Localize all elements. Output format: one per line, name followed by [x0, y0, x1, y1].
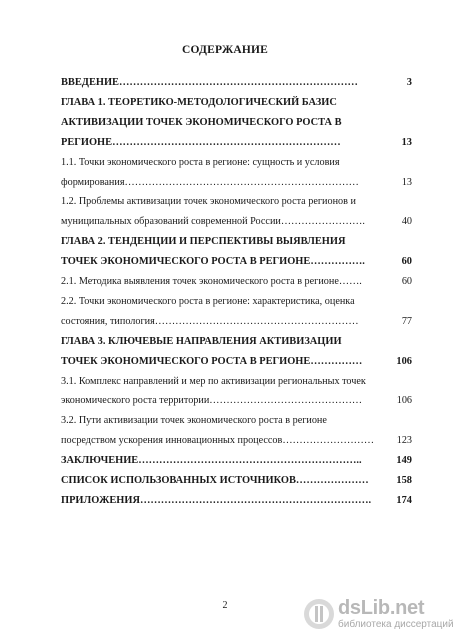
- page-number: 2: [222, 600, 228, 611]
- page-title: СОДЕРЖАНИЕ: [181, 44, 269, 56]
- toc-entry-line: ЗАКЛЮЧЕНИЕ………………………………………………………..: [61, 455, 362, 467]
- toc-entry-line: экономического роста территории………………………………………: [61, 395, 363, 407]
- toc-entry-line: 3.2. Пути активизации точек экономического роста в регионе: [61, 415, 327, 427]
- toc-entry-page: 13: [401, 136, 412, 148]
- toc-entry-line: ГЛАВА 1. ТЕОРЕТИКО-МЕТОДОЛОГИЧЕСКИЙ БАЗИС: [61, 96, 337, 108]
- toc-entry-line: 2.1. Методика выявления точек экономического роста в регионе…….: [61, 276, 362, 287]
- toc-entry-page: 60: [401, 256, 412, 268]
- dslib-logo-icon: [302, 597, 336, 631]
- toc-entry-line: формирования……………………………………………………………: [61, 176, 359, 188]
- toc-entry-line: РЕГИОНЕ…………………………………………………………: [61, 136, 341, 148]
- toc-entry-page: 40: [401, 216, 412, 228]
- toc-entry-page: 13: [401, 176, 412, 188]
- toc-entry-page: 149: [396, 455, 412, 467]
- toc-entry-page: 106: [396, 395, 412, 407]
- toc-entry-line: ПРИЛОЖЕНИЯ………………………………………………………….: [61, 494, 372, 506]
- watermark: [302, 597, 454, 633]
- toc-entry-line: ВВЕДЕНИЕ……………………………………………………………: [61, 77, 358, 88]
- toc-entry-line: 1.2. Проблемы активизации точек экономического роста регионов и: [61, 196, 356, 208]
- toc-entry-line: муниципальных образований современной России…………………….: [61, 216, 365, 228]
- toc-entry-line: ГЛАВА 2. ТЕНДЕНЦИИ И ПЕРСПЕКТИВЫ ВЫЯВЛЕНИЯ: [61, 236, 346, 248]
- toc-entry-page: 174: [396, 494, 412, 506]
- toc-entry-page: 77: [401, 315, 412, 327]
- toc-entry-line: ТОЧЕК ЭКОНОМИЧЕСКОГО РОСТА В РЕГИОНЕ……………: [61, 355, 363, 367]
- toc-entry-line: ГЛАВА 3. КЛЮЧЕВЫЕ НАПРАВЛЕНИЯ АКТИВИЗАЦИИ: [61, 335, 342, 347]
- toc-entry-line: состояния, типология……………………………………………………: [61, 315, 359, 327]
- toc-entry-page: 158: [396, 475, 412, 486]
- toc-entry-line: 2.2. Точки экономического роста в регионе: характеристика, оценка: [61, 295, 355, 307]
- toc-entry-page: 123: [396, 435, 412, 447]
- toc-entry-line: 1.1. Точки экономического роста в регионе: сущность и условия: [61, 156, 340, 168]
- toc-entry-page: 3: [406, 77, 412, 88]
- toc-entry-line: ТОЧЕК ЭКОНОМИЧЕСКОГО РОСТА В РЕГИОНЕ…………….: [61, 256, 365, 268]
- toc-entry-line: АКТИВИЗАЦИИ ТОЧЕК ЭКОНОМИЧЕСКОГО РОСТА В: [61, 116, 342, 128]
- toc-entry-line: СПИСОК ИСПОЛЬЗОВАННЫХ ИСТОЧНИКОВ…………………: [61, 475, 369, 486]
- watermark-subtitle: библиотека диссертаций: [338, 619, 454, 630]
- watermark-brand: dsLib.net: [338, 597, 425, 619]
- toc-entry-page: 60: [401, 276, 412, 287]
- toc-entry-line: посредством ускорения инновационных процессов………………………: [61, 435, 375, 447]
- toc-entry-line: 3.1. Комплекс направлений и мер по активизации региональных точек: [61, 375, 366, 387]
- toc-entry-page: 106: [396, 355, 412, 367]
